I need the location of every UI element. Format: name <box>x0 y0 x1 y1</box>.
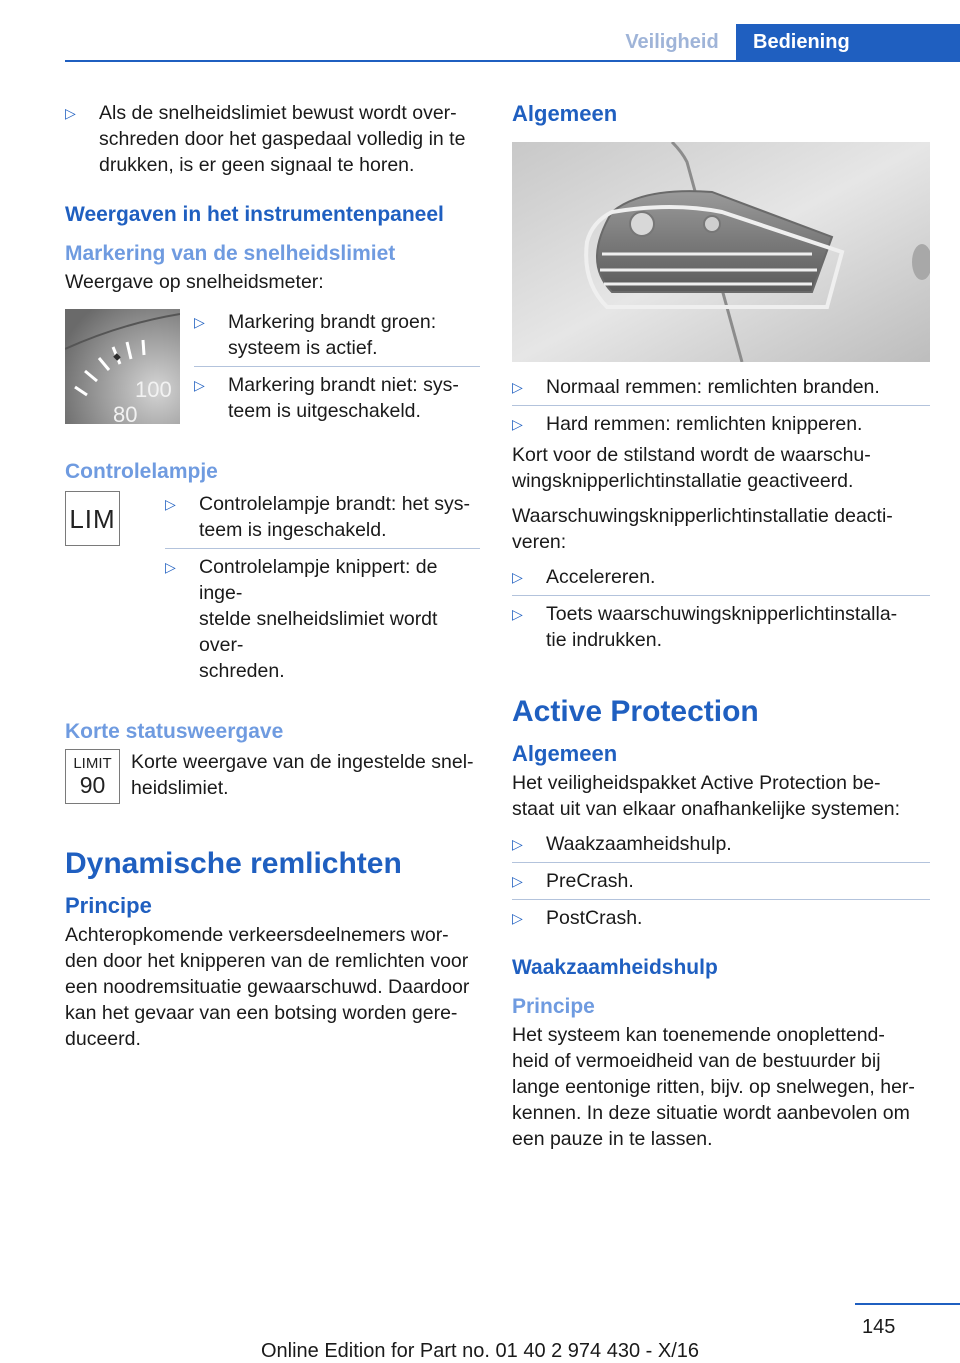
list-item <box>512 411 930 437</box>
text-line: Waarschuwingsknipperlichtinstallatie deacti- <box>512 505 893 527</box>
heading-waakzaamheidshulp: Waakzaamheidshulp <box>512 956 718 979</box>
list-item <box>512 601 930 653</box>
text-line: heid of vermoeidheid van de bestuurder bij <box>512 1050 881 1072</box>
text-line: kan het gevaar van een botsing worden gere- <box>65 1002 458 1024</box>
text-line: Achteropkomende verkeersdeelnemers wor- <box>65 924 449 946</box>
list-item <box>512 905 930 931</box>
heading-dynamische-remlichten: Dynamische remlichten <box>65 847 402 880</box>
speedometer-marking-image <box>65 309 180 424</box>
text-line: ▷ PostCrash. <box>546 907 643 929</box>
korte-text <box>131 749 480 804</box>
limit-90-icon <box>65 749 120 804</box>
kort-paragraph <box>512 442 930 494</box>
text-line: duceerd. <box>65 1028 141 1050</box>
text-line: ▷ Waakzaamheidshulp. <box>546 833 732 855</box>
text-line: kennen. In deze situatie wordt aanbevolen om <box>512 1102 910 1124</box>
divider <box>512 595 930 596</box>
text-line: een pauze in te lassen. <box>512 1128 713 1150</box>
text-line: staat uit van elkaar onafhankelijke systemen: <box>512 798 901 820</box>
heading-principe-2: Principe <box>512 995 595 1018</box>
ap-paragraph <box>512 770 930 822</box>
list-item <box>65 100 480 178</box>
text-line: tie indrukken. <box>546 629 662 651</box>
text-line: ▷ Controlelampje knippert: de inge- <box>199 556 438 604</box>
heading-principe: Principe <box>65 893 152 918</box>
text-line: lange eentonige ritten, bijv. op snelwegen, her- <box>512 1076 915 1098</box>
text-line: stelde snelheidslimiet wordt over- <box>199 608 438 656</box>
text-line: ▷ Normaal remmen: remlichten branden. <box>546 376 880 398</box>
heading-markering: Markering van de snelheidslimiet <box>65 242 396 265</box>
controlelampje-block <box>65 491 480 689</box>
text-line: ▷ Als de snelheidslimiet bewust wordt over- <box>99 102 457 124</box>
text-line: schreden. <box>199 660 285 682</box>
text-line: heidslimiet. <box>131 777 229 799</box>
heading-algemeen: Algemeen <box>512 101 618 126</box>
text-line: drukken, is er geen signaal te horen. <box>99 154 415 176</box>
text-line: ▷ Markering brandt niet: sys- <box>228 374 459 396</box>
markering-list <box>194 309 480 429</box>
edition-footer: Online Edition for Part no. 01 40 2 974 430 - X/16 <box>260 1340 700 1362</box>
text-line: ▷ Controlelampje brandt: het sys- <box>199 493 470 515</box>
divider <box>165 548 480 549</box>
text-line: ▷ Markering brandt groen: <box>228 311 437 333</box>
divider <box>194 366 480 367</box>
left-column <box>65 100 480 1052</box>
speedo-label-upper: 100 <box>135 377 172 402</box>
limit-icon-value: 90 <box>79 772 106 798</box>
lim-indicator-icon: LIM <box>65 491 120 546</box>
heading-weergaven: Weergaven in het instrumentenpaneel <box>65 203 444 226</box>
list-item <box>165 554 480 684</box>
korte-block <box>65 749 480 804</box>
section-tab-bediening[interactable]: Bediening <box>736 24 960 60</box>
text-line: systeem is actief. <box>228 337 378 359</box>
text-line: Korte weergave van de ingestelde snel- <box>131 751 474 773</box>
text-line: ▷ Accelereren. <box>546 566 656 588</box>
text-line: teem is uitgeschakeld. <box>228 400 421 422</box>
markering-block <box>65 309 480 429</box>
controlelampje-list <box>165 491 480 689</box>
speedo-label-lower: 80 <box>113 402 138 424</box>
text-line: Het systeem kan toenemende onoplettend- <box>512 1024 885 1046</box>
text-line: Het veiligheidspakket Active Protection be- <box>512 772 881 794</box>
right-column <box>512 100 930 1152</box>
text-line: schreden door het gaspedaal volledig in te <box>99 128 466 150</box>
divider <box>512 899 930 900</box>
limit-icon-label: LIMIT <box>73 755 112 772</box>
principe-paragraph <box>65 922 480 1052</box>
list-item <box>194 372 480 424</box>
list-item <box>512 564 930 590</box>
header-rule <box>65 60 960 62</box>
list-item <box>165 491 480 543</box>
section-tab-veiligheid[interactable]: Veiligheid <box>625 31 719 53</box>
text-line: Kort voor de stilstand wordt de waarschu- <box>512 444 871 466</box>
waakzaam-paragraph <box>512 1022 930 1152</box>
heading-controlelampje: Controlelampje <box>65 460 218 483</box>
divider <box>512 862 930 863</box>
list-item <box>512 831 930 857</box>
text-line: ▷ Hard remmen: remlichten knipperen. <box>546 413 863 435</box>
heading-active-protection: Active Protection <box>512 695 759 728</box>
list-item <box>194 309 480 361</box>
text-line: een noodremsituatie gewaarschuwd. Daardoor <box>65 976 470 998</box>
weergave-text: Weergave op snelheidsmeter: <box>65 271 324 293</box>
text-line: ▷ Toets waarschuwingsknipperlichtinstalla- <box>546 603 898 625</box>
list-item <box>512 868 930 894</box>
list-item <box>512 374 930 400</box>
heading-korte-statusweergave: Korte statusweergave <box>65 720 284 743</box>
heading-algemeen-2: Algemeen <box>512 741 618 766</box>
deact-paragraph <box>512 503 930 555</box>
divider <box>512 405 930 406</box>
text-line: den door het knipperen van de remlichten voor <box>65 950 469 972</box>
text-line: teem is ingeschakeld. <box>199 519 387 541</box>
text-line: wingsknipperlichtinstallatie geactiveerd. <box>512 470 854 492</box>
footer-rule <box>855 1303 960 1305</box>
text-line: veren: <box>512 531 567 553</box>
page-number: 145 <box>862 1316 896 1338</box>
text-line: ▷ PreCrash. <box>546 870 634 892</box>
taillight-image <box>512 142 930 362</box>
page-header <box>0 0 960 62</box>
